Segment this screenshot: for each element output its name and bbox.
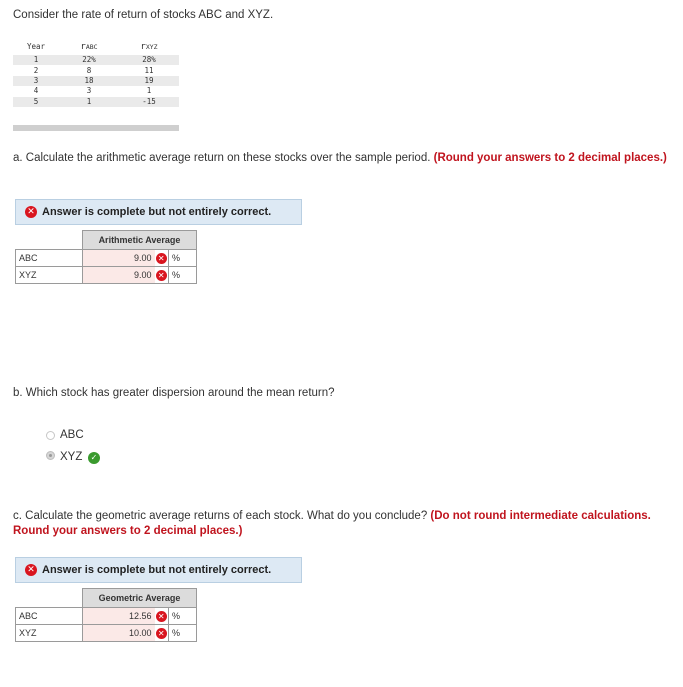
table-row <box>13 55 179 65</box>
part-a-feedback-banner <box>15 199 302 225</box>
x-circle-icon: ✕ <box>156 253 167 264</box>
abc-header: rABC <box>80 42 98 52</box>
xyz-header: rXYZ <box>140 42 158 52</box>
abc-cell: 18 <box>59 76 119 86</box>
x-circle-icon: ✕ <box>25 206 37 218</box>
abc-geometric-input[interactable]: 12.56 <box>83 608 155 625</box>
x-circle-icon: ✕ <box>156 270 167 281</box>
arithmetic-average-header: Arithmetic Average <box>83 231 197 250</box>
year-header: Year <box>26 42 46 51</box>
abc-cell: 1 <box>59 97 119 107</box>
percent-unit: % <box>169 267 197 284</box>
xyz-cell: 28% <box>119 55 179 65</box>
returns-table-header <box>13 39 179 55</box>
row-label: ABC <box>16 250 83 267</box>
part-a-question <box>13 151 675 166</box>
percent-unit: % <box>169 625 197 642</box>
table-row <box>16 625 197 642</box>
part-c-question <box>13 509 675 539</box>
row-label: ABC <box>16 608 83 625</box>
row-label: XYZ <box>16 267 83 284</box>
table-row <box>16 267 197 284</box>
xyz-geometric-input[interactable]: 10.00 <box>83 625 155 642</box>
row-label: XYZ <box>16 625 83 642</box>
x-circle-icon: ✕ <box>156 628 167 639</box>
xyz-header-sub: XYZ <box>145 43 158 51</box>
part-a-banner-text: Answer is complete but not entirely correct. <box>42 206 272 218</box>
xyz-arithmetic-input[interactable]: 9.00 <box>83 267 155 284</box>
option-abc-label[interactable]: ABC <box>60 429 84 441</box>
table-row <box>16 250 197 267</box>
part-c-banner-text: Answer is complete but not entirely correct. <box>42 564 272 576</box>
abc-cell: 8 <box>86 65 92 75</box>
abc-cell: 22% <box>59 55 119 65</box>
abc-header-sub: ABC <box>85 43 98 51</box>
table-row <box>13 86 179 96</box>
intro-text: Consider the rate of return of stocks ABC and XYZ. <box>13 9 274 21</box>
xyz-cell: 11 <box>144 65 154 75</box>
radio-abc[interactable] <box>46 431 55 440</box>
year-cell: 3 <box>13 76 59 86</box>
part-b-question: b. Which stock has greater dispersion around the mean return? <box>13 387 335 399</box>
year-cell: 1 <box>13 55 59 65</box>
percent-unit: % <box>169 250 197 267</box>
x-circle-icon: ✕ <box>156 611 167 622</box>
radio-xyz[interactable] <box>46 451 55 460</box>
part-c-instruction: (Do not round intermediate calculations. Round your answers to 2 decimal places.) <box>13 510 651 537</box>
returns-table <box>13 39 179 107</box>
year-cell: 5 <box>13 97 59 107</box>
check-circle-icon: ✓ <box>88 452 100 464</box>
percent-unit: % <box>169 608 197 625</box>
geometric-average-header: Geometric Average <box>83 589 197 608</box>
x-circle-icon: ✕ <box>25 564 37 576</box>
xyz-cell: 1 <box>146 86 152 96</box>
abc-cell: 3 <box>86 86 92 96</box>
xyz-cell: -15 <box>119 97 179 107</box>
part-a-question-text: a. Calculate the arithmetic average return on these stocks over the sample period. <box>13 152 434 164</box>
year-cell: 4 <box>33 86 39 96</box>
part-c-feedback-banner <box>15 557 302 583</box>
blank-cell <box>16 231 83 250</box>
abc-arithmetic-input[interactable]: 9.00 <box>83 250 155 267</box>
option-xyz-label[interactable]: XYZ <box>60 451 83 463</box>
part-c-question-text: c. Calculate the geometric average returns of each stock. What do you conclude? <box>13 510 431 522</box>
year-cell: 2 <box>33 65 39 75</box>
table-row <box>16 608 197 625</box>
table-row <box>13 76 179 86</box>
xyz-cell: 19 <box>119 76 179 86</box>
table-row <box>13 97 179 107</box>
geometric-average-table <box>15 588 197 642</box>
blank-cell <box>16 589 83 608</box>
table-row <box>13 65 179 75</box>
table-scrollbar[interactable] <box>13 125 179 131</box>
arithmetic-average-table <box>15 230 197 284</box>
part-a-instruction: (Round your answers to 2 decimal places.) <box>433 152 667 164</box>
